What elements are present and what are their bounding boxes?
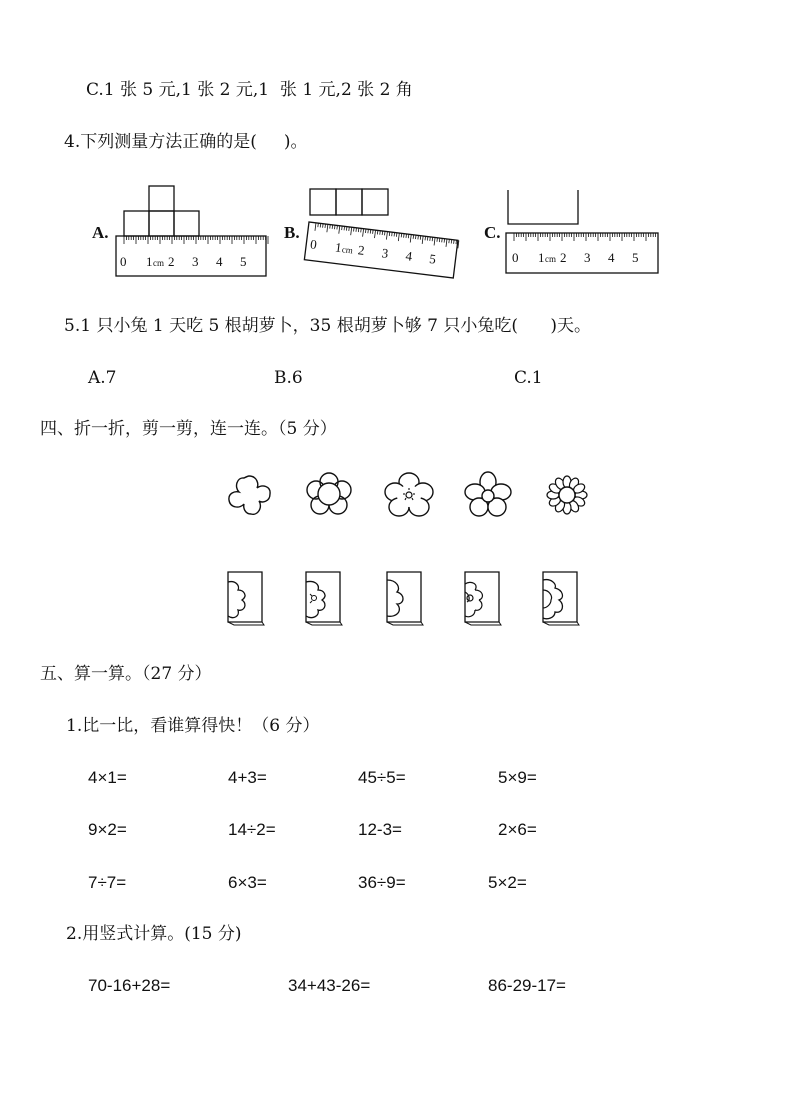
ruler-a-figure: [110, 182, 270, 278]
ruler-a-num-1: 1: [146, 254, 153, 269]
row1-eq2: 4+3=: [228, 768, 267, 787]
ruler-b-num-4: 4: [404, 248, 413, 264]
ruler-c-num-4: 4: [608, 250, 615, 265]
flower-4: [462, 470, 514, 520]
row1-eq4: 5×9=: [498, 768, 537, 787]
part1-title: 1.比一比，看谁算得快！（6 分）: [66, 716, 320, 736]
flower-2: [303, 470, 355, 518]
ruler-c-num-3: 3: [584, 250, 591, 265]
ruler-tick: [446, 239, 447, 247]
ruler-b-num-2: 2: [357, 242, 366, 258]
row2-eq2: 14÷2=: [228, 820, 276, 839]
folded-paper-2: [304, 570, 344, 626]
ruler-c-num-5: 5: [632, 250, 639, 265]
ruler-b-num-3: 3: [380, 245, 390, 261]
section5-title: 五、算一算。（27 分）: [40, 664, 212, 684]
ruler-b-figure: [304, 184, 469, 280]
row2-eq1: 9×2=: [88, 820, 127, 839]
ruler-tick: [434, 237, 435, 245]
q5-option-c: C.1: [514, 368, 543, 388]
q4-label-b: B.: [284, 223, 300, 242]
flower-3: [383, 470, 435, 518]
row3-eq3: 36÷9=: [358, 873, 406, 892]
ruler-b-num-0: 0: [309, 236, 318, 253]
folded-paper-4: [463, 570, 503, 626]
vertical-eq1: 70-16+28=: [88, 976, 171, 995]
q4-question: 4.下列测量方法正确的是( )。: [64, 132, 308, 152]
row2-eq4: 2×6=: [498, 820, 537, 839]
row1-eq1: 4×1=: [88, 768, 127, 787]
ruler-c-figure: [502, 186, 662, 278]
ruler-a-ticks: [124, 236, 268, 244]
ruler-tick: [422, 236, 423, 244]
vertical-eq2: 34+43-26=: [288, 976, 371, 995]
ruler-tick: [339, 226, 340, 234]
row3-eq2: 6×3=: [228, 873, 267, 892]
ruler-c-unit: cm: [545, 254, 556, 264]
ruler-tick: [410, 235, 411, 243]
ruler-c-ticks: [514, 233, 658, 241]
ruler-b-num-5: 5: [428, 251, 437, 267]
row3-eq4: 5×2=: [488, 873, 527, 892]
q4-label-a: A.: [92, 223, 109, 242]
part2-title: 2.用竖式计算。(15 分): [66, 924, 242, 944]
folded-paper-5: [541, 570, 581, 626]
q3-option-c: C.1 张 5 元,1 张 2 元,1 张 1 元,2 张 2 角: [86, 80, 413, 100]
flower-5: [541, 471, 593, 519]
vertical-eq3: 86-29-17=: [488, 976, 566, 995]
ruler-c-num-1: 1: [538, 250, 545, 265]
ruler-tick: [398, 233, 399, 241]
q5-question: 5.1 只小兔 1 天吃 5 根胡萝卜，35 根胡萝卜够 7 只小兔吃( )天。: [64, 316, 592, 336]
row3-eq1: 7÷7=: [88, 873, 127, 892]
q5-option-a: A.7: [88, 368, 117, 388]
flower-1: [224, 472, 274, 518]
folded-paper-1: [226, 570, 266, 626]
q5-option-b: B.6: [274, 368, 303, 388]
ruler-a-num-4: 4: [216, 254, 223, 269]
ruler-c-num-2: 2: [560, 250, 567, 265]
row2-eq3: 12-3=: [358, 820, 402, 839]
section4-title: 四、折一折，剪一剪，连一连。（5 分）: [40, 419, 337, 439]
row1-eq3: 45÷5=: [358, 768, 406, 787]
ruler-a-num-3: 3: [192, 254, 199, 269]
folded-paper-3: [385, 570, 425, 626]
ruler-b-num-1: 1: [334, 239, 343, 256]
q4-label-c: C.: [484, 223, 501, 242]
ruler-a-num-0: 0: [120, 254, 127, 269]
ruler-tick: [375, 230, 376, 238]
ruler-tick: [386, 232, 387, 240]
ruler-a-num-5: 5: [240, 254, 247, 269]
ruler-tick: [327, 224, 328, 232]
ruler-tick: [351, 227, 352, 235]
ruler-a-num-2: 2: [168, 254, 175, 269]
ruler-a-unit: cm: [153, 258, 164, 268]
ruler-tick: [363, 229, 364, 237]
ruler-c-num-0: 0: [512, 250, 519, 265]
ruler-tick: [315, 223, 316, 231]
ruler-b-unit: cm: [341, 244, 354, 256]
